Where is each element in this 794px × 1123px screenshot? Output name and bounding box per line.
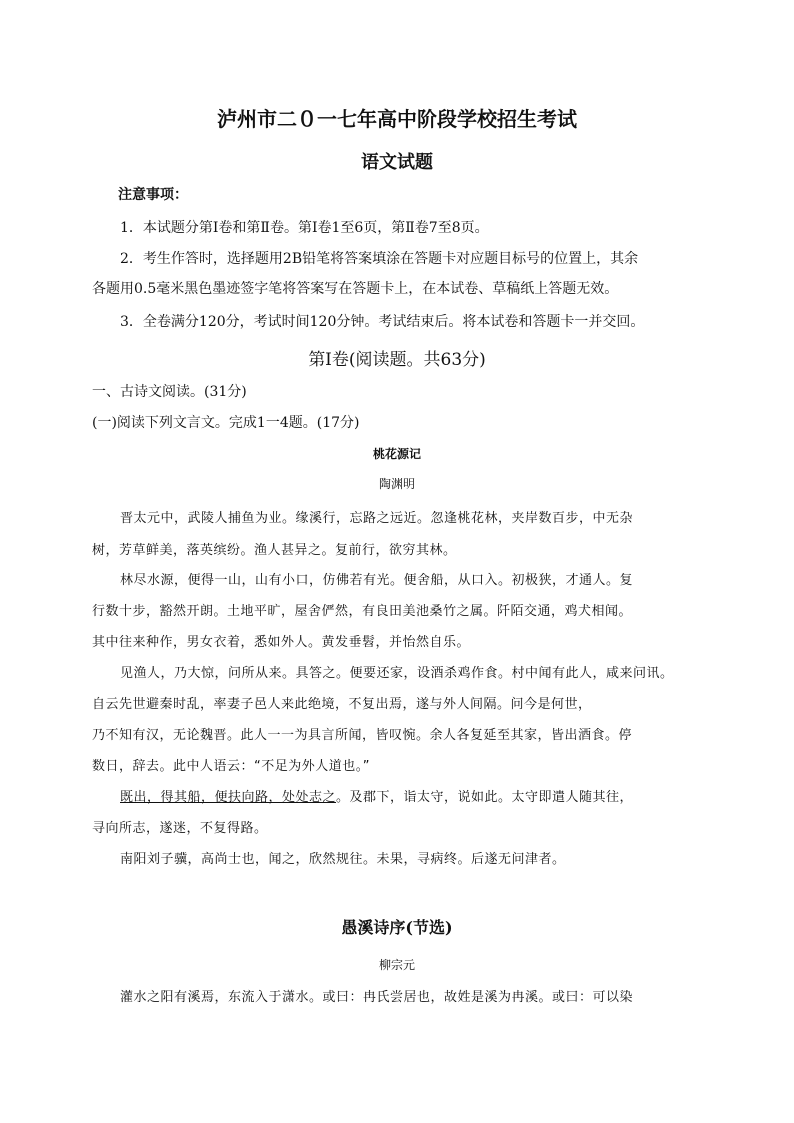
passage-1-title: 桃花源记 bbox=[372, 447, 421, 461]
passage-2-line: 灌水之阳有溪焉，东流入于潇水。或曰：冉氏尝居也，故姓是溪为冉溪。或曰：可以染 bbox=[120, 990, 634, 1005]
underlined-sentence: 既出，得其船，便扶向路，处处志之 bbox=[120, 790, 337, 805]
passage-1-line: 行数十步，豁然开朗。土地平旷，屋舍俨然，有良田美池桑竹之属。阡陌交通，鸡犬相闻。 bbox=[92, 604, 633, 619]
part-1-heading: 第Ⅰ卷(阅读题。共63分) bbox=[308, 350, 486, 370]
passage-1-line: 数日，辞去。此中人语云：“不足为外人道也。” bbox=[92, 759, 370, 774]
passage-1-line: 树，芳草鲜美，落英缤纷。渔人甚异之。复前行，欲穷其林。 bbox=[92, 543, 457, 558]
section-1-heading: 一、古诗文阅读。(31分) bbox=[92, 384, 247, 400]
passage-1-line: 自云先世避秦时乱，率妻子邑人来此绝境，不复出焉，遂与外人间隔。问今是何世， bbox=[92, 697, 592, 712]
passage-1-underlined-line bbox=[120, 786, 633, 805]
passage-1-line: 其中往来种作，男女衣着，悉如外人。黄发垂髫，并怡然自乐。 bbox=[92, 635, 471, 650]
passage-2-author: 柳宗元 bbox=[378, 958, 415, 972]
passage-1-line: 林尽水源，便得一山，山有小口，仿佛若有光。便舍船，从口入。初极狭，才通人。复 bbox=[120, 573, 634, 588]
notice-heading: 注意事项： bbox=[118, 187, 188, 203]
passage-1-line: 乃不知有汉，无论魏晋。此人一一为具言所闻，皆叹惋。余人各复延至其家，皆出酒食。停 bbox=[92, 728, 633, 743]
notice-item-2-line-2: 各题用0.5毫米黑色墨迹签字笔将答案写在答题卡上，在本试卷、草稿纸上答题无效。 bbox=[92, 281, 619, 297]
passage-1-line: 南阳刘子骥，高尚士也，闻之，欣然规往。未果，寻病终。后遂无问津者。 bbox=[120, 852, 566, 867]
notice-item-3: 3．全卷满分120分，考试时间120分钟。考试结束后。将本试卷和答题卡一并交回。 bbox=[120, 314, 645, 330]
passage-1-line: 晋太元中，武陵人捕鱼为业。缘溪行，忘路之远近。忽逢桃花林，夹岸数百步，中无杂 bbox=[120, 511, 634, 526]
passage-2-title: 愚溪诗序(节选) bbox=[341, 918, 453, 937]
document-title: 泸州市二０一七年高中阶段学校招生考试 bbox=[217, 107, 577, 131]
notice-item-1: 1．本试题分第Ⅰ卷和第Ⅱ卷。第Ⅰ卷1至6页，第Ⅱ卷7至8页。 bbox=[120, 220, 489, 236]
passage-1-author: 陶渊明 bbox=[378, 477, 415, 491]
passage-1-line: 见渔人，乃大惊，问所从来。具答之。便要还家，设酒杀鸡作食。村中闻有此人，咸来问讯。 bbox=[120, 666, 674, 681]
passage-1-line-continuation: 。及郡下，诣太守，说如此。太守即遣人随其往， bbox=[336, 790, 634, 805]
passage-1-line: 寻向所志，遂迷，不复得路。 bbox=[92, 821, 268, 836]
notice-item-2-line-1: 2．考生作答时，选择题用2B铅笔将答案填涂在答题卡对应题目标号的位置上，其余 bbox=[120, 251, 639, 267]
document-subtitle: 语文试题 bbox=[361, 152, 433, 173]
subsection-1-heading: (一)阅读下列文言文。完成1一4题。(17分) bbox=[92, 415, 360, 431]
